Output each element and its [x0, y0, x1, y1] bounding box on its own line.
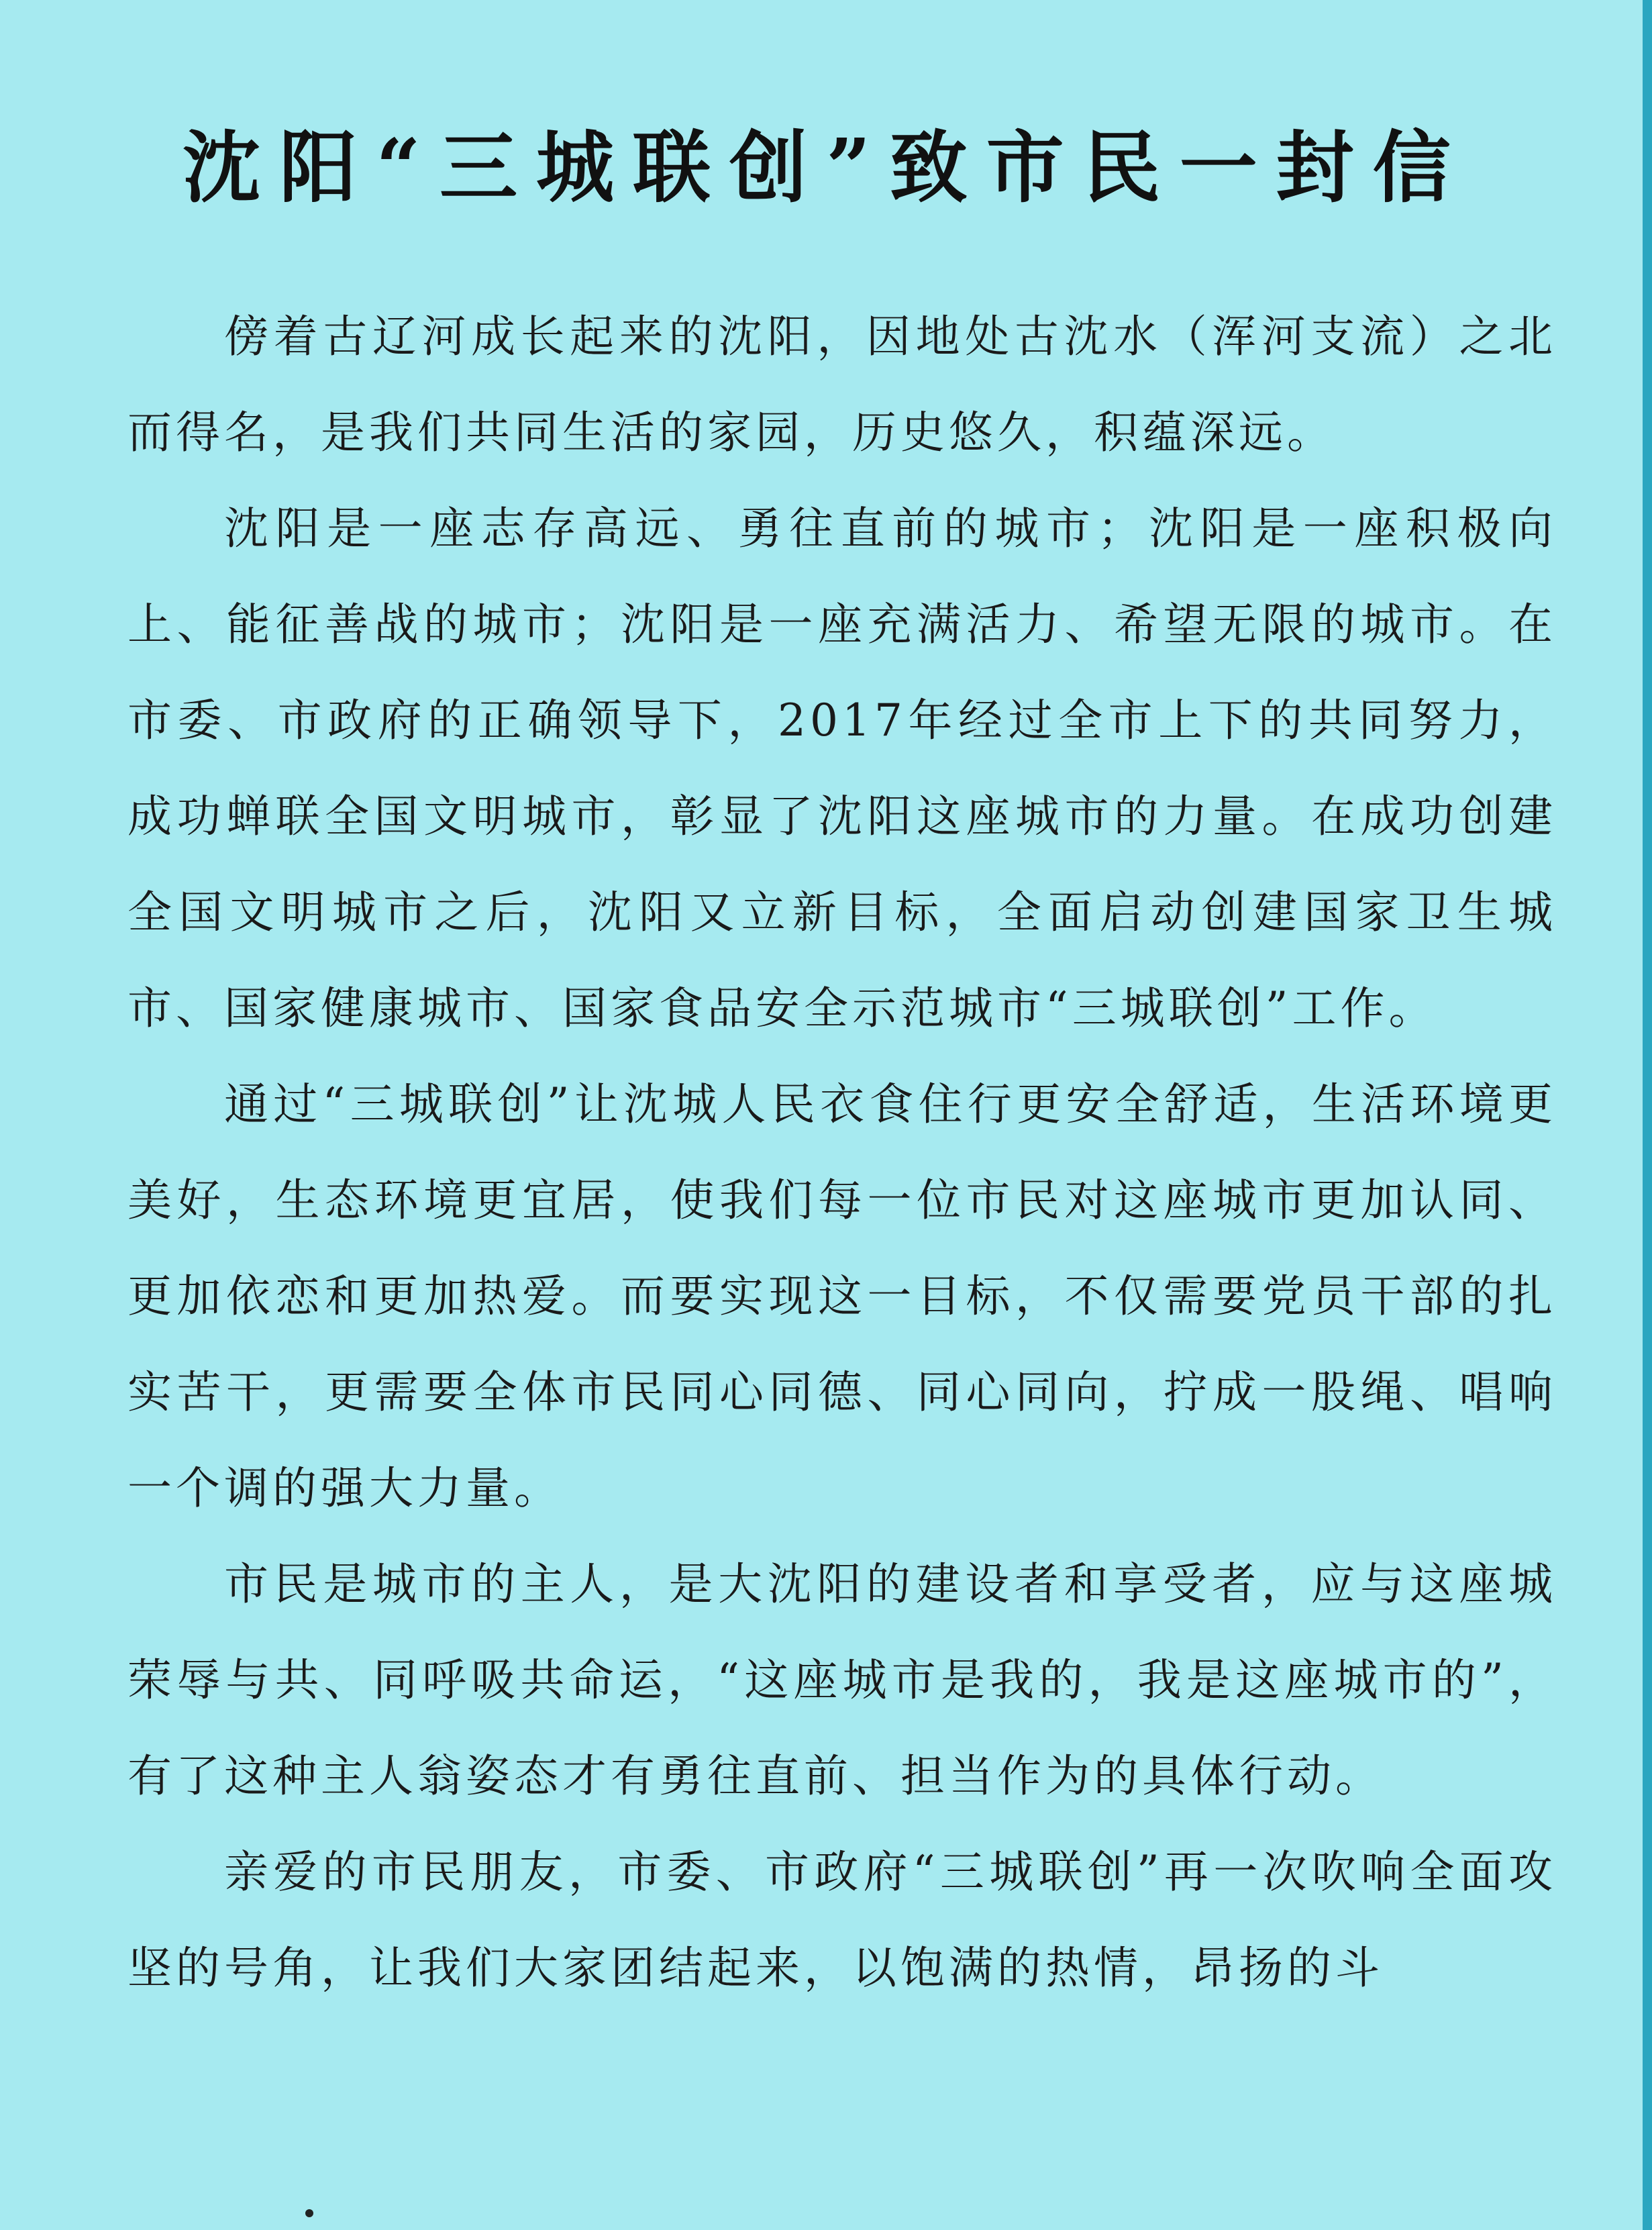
paragraph-2: 沈阳是一座志存高远、勇往直前的城市；沈阳是一座积极向上、能征善战的城市；沈阳是一座充满活力、希望无限的城市。在市委、市政府的正确领导下，2017年经过全市上下的共同努力，成功蝉联全国文明城市，彰显了沈阳这座城市的力量。在成功创建全国文明城市之后，沈阳又立新目标，全面启动创建国家卫生城市、国家健康城市、国家食品安全示范城市“三城联创”工作。: [127, 503, 1557, 1034]
letter-body: [127, 289, 1557, 2016]
paragraph-5: 亲爱的市民朋友，市委、市政府“三城联创”再一次吹响全面攻坚的号角，让我们大家团结起来，以饱满的热情，昂扬的斗: [127, 1846, 1557, 1994]
letter-title: 沈阳“三城联创”致市民一封信: [183, 122, 1469, 213]
paragraph-1: 傍着古辽河成长起来的沈阳，因地处古沈水（浑河支流）之北而得名，是我们共同生活的家园，历史悠久，积蕴深远。: [127, 311, 1557, 458]
paper-speck: [305, 2209, 313, 2217]
paragraph-3: 通过“三城联创”让沈城人民衣食住行更安全舒适，生活环境更美好，生态环境更宜居，使我们每一位市民对这座城市更加认同、更加依恋和更加热爱。而要实现这一目标，不仅需要党员干部的扎实苦干，更需要全体市民同心同德、同心同向，拧成一股绳、唱响一个调的强大力量。: [127, 1078, 1557, 1514]
paragraph-4: 市民是城市的主人，是大沈阳的建设者和享受者，应与这座城荣辱与共、同呼吸共命运，“这座城市是我的，我是这座城市的”，有了这种主人翁姿态才有勇往直前、担当作为的具体行动。: [127, 1558, 1557, 1802]
scan-edge: [1643, 0, 1652, 2230]
